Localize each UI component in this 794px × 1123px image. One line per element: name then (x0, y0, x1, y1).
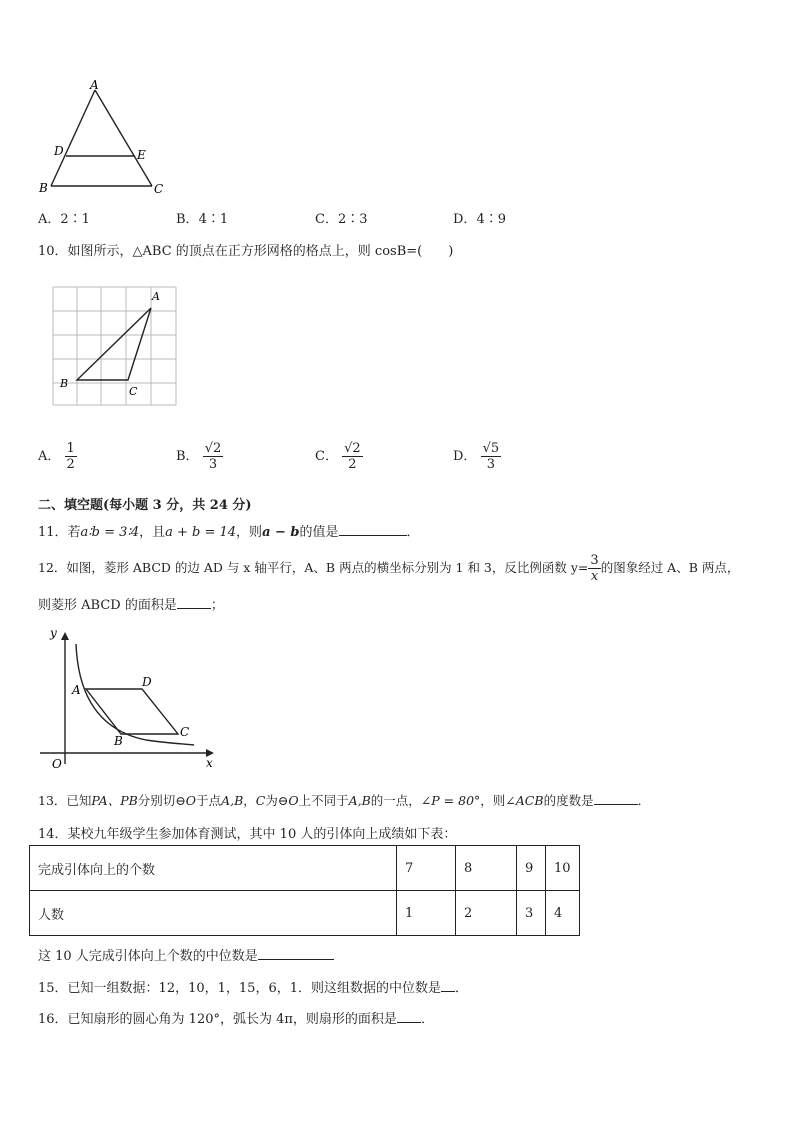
answer-blank[interactable] (339, 523, 407, 536)
q9-option-d[interactable] (453, 208, 506, 227)
denominator: 3 (486, 457, 495, 472)
q15 (38, 977, 468, 996)
q12-line2 (38, 594, 224, 613)
table-cell-label: 完成引体向上的个数 (30, 846, 397, 891)
q13-t2: 分别切 (137, 793, 176, 808)
numerator: √2 (204, 441, 222, 456)
q11-mid2: ，则 (236, 525, 263, 540)
answer-blank[interactable] (258, 947, 334, 960)
q13-t8: 为 (265, 793, 278, 808)
q13-t4: 于点 (196, 793, 222, 808)
q13-t16: 的度数是 (543, 793, 594, 808)
label-e: E (137, 148, 146, 162)
table-cell: 4 (546, 891, 580, 936)
option-text: 2∶3 (337, 212, 368, 227)
q16-text: 16．已知扇形的圆心角为 120°，弧长为 4π，则扇形的面积是 (38, 1012, 397, 1027)
q12-end: ； (210, 598, 224, 613)
q12-text-b: 的图象经过 A、B 两点， (600, 560, 740, 575)
q13-t14: ，则 (480, 793, 506, 808)
label-b: B (60, 377, 69, 390)
q9-triangle-figure (36, 78, 176, 198)
label-x: x (206, 756, 213, 770)
q14-table (29, 845, 580, 936)
q13-t6: ， (243, 793, 256, 808)
denominator: 3 (208, 457, 218, 472)
hyperbola-curve (76, 644, 194, 745)
label-y: y (50, 626, 57, 640)
option-fraction (481, 441, 502, 472)
q15-text: 15．已知一组数据：12，10，1，15，6，1．则这组数据的中位数是 (38, 981, 441, 996)
table-cell: 8 (456, 846, 517, 891)
label-a: A (90, 78, 99, 92)
label-c: C (129, 385, 138, 398)
table-cell: 10 (546, 846, 580, 891)
numerator: 3 (590, 553, 599, 568)
option-key: D． (453, 212, 477, 227)
option-text: 4∶9 (476, 212, 506, 227)
table-row (30, 846, 580, 891)
q11-end: ． (406, 525, 420, 540)
option-fraction (342, 441, 363, 472)
table-cell: 2 (456, 891, 517, 936)
q13-t9: ⊖O (277, 793, 299, 808)
q11-expr: a − b (262, 525, 300, 540)
q11-cond2: a + b = 14 (165, 525, 237, 540)
q13-t1: PA、PB (91, 793, 138, 808)
square-grid (53, 287, 176, 405)
q13-t10: 上不同于 (298, 793, 349, 808)
denominator: x (590, 569, 599, 584)
label-c: C (180, 725, 190, 739)
q10-option-d[interactable] (453, 441, 501, 472)
q11 (38, 521, 420, 540)
q10-stem: 10．如图所示，△ABC 的顶点在正方形网格的格点上，则 cosB=( ) (38, 244, 454, 259)
option-key: B． (176, 449, 199, 464)
table-cell: 9 (517, 846, 546, 891)
table-cell: 7 (397, 846, 456, 891)
q16-end: ． (420, 1012, 434, 1027)
q13-t12: 的一点， (370, 793, 421, 808)
label-d: D (142, 675, 152, 689)
option-key: A． (38, 449, 61, 464)
option-key: A． (38, 212, 61, 227)
option-text: 2∶1 (60, 212, 90, 227)
label-b: B (114, 734, 123, 748)
numerator: √5 (482, 441, 500, 456)
label-a: A (152, 290, 160, 303)
q9-option-b[interactable] (176, 208, 228, 227)
option-key: C． (315, 212, 338, 227)
q12-rhombus-figure (36, 622, 222, 772)
triangle-side-ac (95, 90, 152, 186)
numerator: 1 (66, 441, 75, 456)
q10-grid-figure (50, 284, 180, 408)
q13-t15: ∠ACB (505, 793, 544, 808)
q13-t7: C (255, 793, 266, 808)
option-text: 4∶1 (198, 212, 229, 227)
label-o: O (52, 757, 62, 771)
denominator: 2 (348, 457, 357, 472)
label-d: D (54, 144, 64, 158)
table-row (30, 891, 580, 936)
q12-fraction (588, 553, 600, 584)
triangle-side-ab (51, 90, 95, 186)
q14-after (38, 945, 334, 964)
option-fraction (203, 441, 224, 472)
q13-end: ． (637, 793, 651, 808)
option-key: B． (176, 212, 199, 227)
table-cell-label: 人数 (30, 891, 397, 936)
table-cell: 3 (517, 891, 546, 936)
q12-text-a: 12．如图，菱形 ABCD 的边 AD 与 x 轴平行，A、B 两点的横坐标分别为 1 和 3，反比例函数 y= (38, 560, 589, 575)
q11-cond1: a∶b = 3∶4 (80, 525, 140, 540)
q13 (38, 791, 650, 809)
q10-option-c[interactable] (315, 441, 363, 472)
label-a: A (72, 683, 81, 697)
answer-blank[interactable] (594, 792, 638, 805)
q13-t5: A,B (221, 793, 244, 808)
numerator: √2 (344, 441, 361, 456)
q11-pre: 11．若 (38, 525, 81, 540)
q10-option-a[interactable] (38, 441, 77, 472)
q12-text-c: 则菱形 ABCD 的面积是 (38, 598, 177, 613)
option-fraction (65, 441, 77, 472)
answer-blank[interactable] (177, 596, 211, 609)
answer-blank[interactable] (397, 1010, 421, 1023)
triangle-abc (77, 308, 151, 380)
q11-mid: ，且 (139, 525, 166, 540)
denominator: 2 (66, 457, 75, 472)
rhombus-abcd (86, 689, 178, 734)
answer-blank[interactable] (441, 979, 455, 992)
q14-after-text: 这 10 人完成引体向上个数的中位数是 (38, 949, 258, 964)
q13-t13: ∠P = 80° (420, 793, 481, 808)
q13-t11: A,B (348, 793, 371, 808)
option-key: C． (315, 449, 338, 464)
label-b: B (39, 181, 48, 195)
table-cell: 1 (397, 891, 456, 936)
q10-option-b[interactable] (176, 441, 223, 472)
y-axis-arrow-icon (61, 632, 69, 640)
q15-end: ． (454, 981, 468, 996)
label-c: C (154, 182, 164, 196)
q11-post: 的值是 (299, 525, 339, 540)
q13-pre: 13．已知 (38, 793, 92, 808)
q14-stem: 14．某校九年级学生参加体育测试，其中 10 人的引体向上成绩如下表： (38, 827, 457, 842)
q12-line1 (38, 553, 739, 584)
q16 (38, 1008, 434, 1027)
q9-option-a[interactable] (38, 208, 90, 227)
section-heading: 二、填空题(每小题 3 分，共 24 分) (38, 498, 252, 513)
option-key: D． (453, 449, 477, 464)
q9-option-c[interactable] (315, 208, 368, 227)
q13-t3: ⊖O (175, 793, 197, 808)
